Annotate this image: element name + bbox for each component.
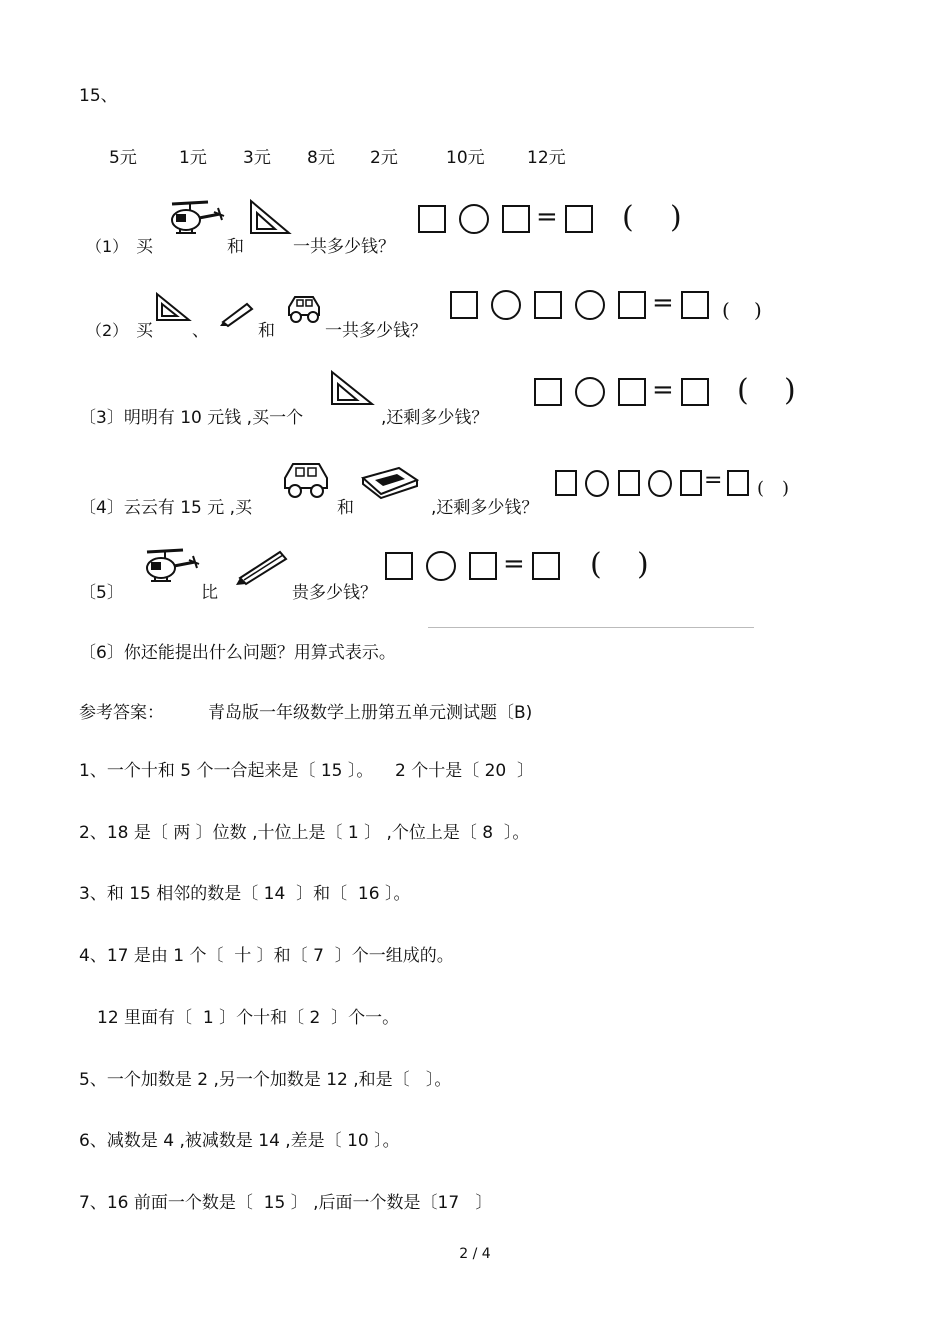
toy-car-icon [285, 293, 323, 325]
answer-box[interactable] [618, 378, 646, 406]
q1-label: （1） [86, 237, 129, 256]
pencil-icon [219, 300, 255, 326]
price-triangle: 3元 [243, 148, 271, 168]
q2-comma: 、 [192, 321, 209, 341]
pencil-icon [234, 548, 290, 586]
q5-ask: 贵多少钱？ [292, 583, 377, 603]
answer-box[interactable] [418, 205, 446, 233]
price-item6: 10元 [446, 148, 485, 168]
pencil-box-icon [361, 464, 419, 498]
price-helicopter: 5元 [109, 148, 137, 168]
operator-circle[interactable] [491, 290, 521, 320]
answer-box[interactable] [534, 378, 562, 406]
answer-box[interactable] [502, 205, 530, 233]
triangle-ruler-icon [249, 199, 291, 235]
answer-box[interactable] [565, 205, 593, 233]
q2-and: 和 [258, 321, 275, 341]
answer-box[interactable] [555, 470, 577, 496]
price-item5: 2元 [370, 148, 398, 168]
q1-buy: 买 [136, 237, 153, 257]
answer-line [428, 627, 754, 628]
answer-box[interactable] [680, 470, 702, 496]
answer-box[interactable] [532, 552, 560, 580]
q1-and: 和 [227, 237, 244, 257]
answer-box[interactable] [469, 552, 497, 580]
q3-ask: ,还剩多少钱？ [381, 408, 489, 428]
helicopter-icon [166, 200, 226, 236]
operator-circle[interactable] [585, 470, 609, 497]
q4-ask: ,还剩多少钱？ [431, 498, 539, 518]
answer-box[interactable] [727, 470, 749, 496]
answer-item: 6、减数是 4 ,被减数是 14 ,差是〔 10 〕。 [79, 1131, 400, 1151]
q2-buy: 买 [136, 321, 153, 341]
answer-box[interactable] [681, 291, 709, 319]
q4-and: 和 [337, 498, 354, 518]
q6-text: 〔6〕你还能提出什么问题？用算式表示。 [79, 643, 396, 663]
toy-car-icon [281, 460, 331, 500]
q1-ask: 一共多少钱？ [293, 237, 395, 257]
q5-compare: 比 [201, 583, 218, 603]
triangle-ruler-icon [155, 292, 191, 322]
answer-item: 1、一个十和 5 个一合起来是〔 15 〕。 2 个十是〔 20 〕 [79, 761, 535, 781]
q3-text: 〔3〕明明有 10 元钱 ,买一个 [79, 408, 304, 428]
price-car: 8元 [307, 148, 335, 168]
problem-number: 15、 [79, 86, 118, 106]
triangle-ruler-icon [330, 370, 374, 406]
answer-item: 4、17 是由 1 个〔 十 〕和〔 7 〕个一组成的。 [79, 946, 454, 966]
operator-circle[interactable] [575, 377, 605, 407]
q2-ask: 一共多少钱？ [325, 321, 427, 341]
page-number: 2 / 4 [459, 1246, 491, 1262]
answer-box[interactable] [534, 291, 562, 319]
answer-item: 5、一个加数是 2 ,另一个加数是 12 ,和是〔 〕。 [79, 1070, 452, 1090]
operator-circle[interactable] [648, 470, 672, 497]
answer-box[interactable] [385, 552, 413, 580]
operator-circle[interactable] [459, 204, 489, 234]
answer-item: 7、16 前面一个数是〔 15 〕 ,后面一个数是〔17 〕 [79, 1193, 493, 1213]
answers-heading: 参考答案： [79, 703, 164, 723]
answer-box[interactable] [450, 291, 478, 319]
operator-circle[interactable] [426, 551, 456, 581]
answer-item: 2、18 是〔 两 〕位数 ,十位上是〔 1 〕 ,个位上是〔 8 〕。 [79, 823, 530, 843]
q5-label: 〔5〕 [79, 583, 124, 603]
answer-box[interactable] [618, 470, 640, 496]
answer-item: 12 里面有〔 1 〕个十和〔 2 〕个一。 [97, 1008, 400, 1028]
q4-text: 〔4〕云云有 15 元 ,买 [79, 498, 253, 518]
answer-box[interactable] [681, 378, 709, 406]
operator-circle[interactable] [575, 290, 605, 320]
answers-title: 青岛版一年级数学上册第五单元测试题〔B) [208, 703, 533, 723]
helicopter-icon [141, 548, 201, 584]
answer-item: 3、和 15 相邻的数是〔 14 〕和〔 16 〕。 [79, 884, 411, 904]
price-item7: 12元 [527, 148, 566, 168]
answer-box[interactable] [618, 291, 646, 319]
q2-label: （2） [86, 321, 129, 340]
price-pencil: 1元 [179, 148, 207, 168]
